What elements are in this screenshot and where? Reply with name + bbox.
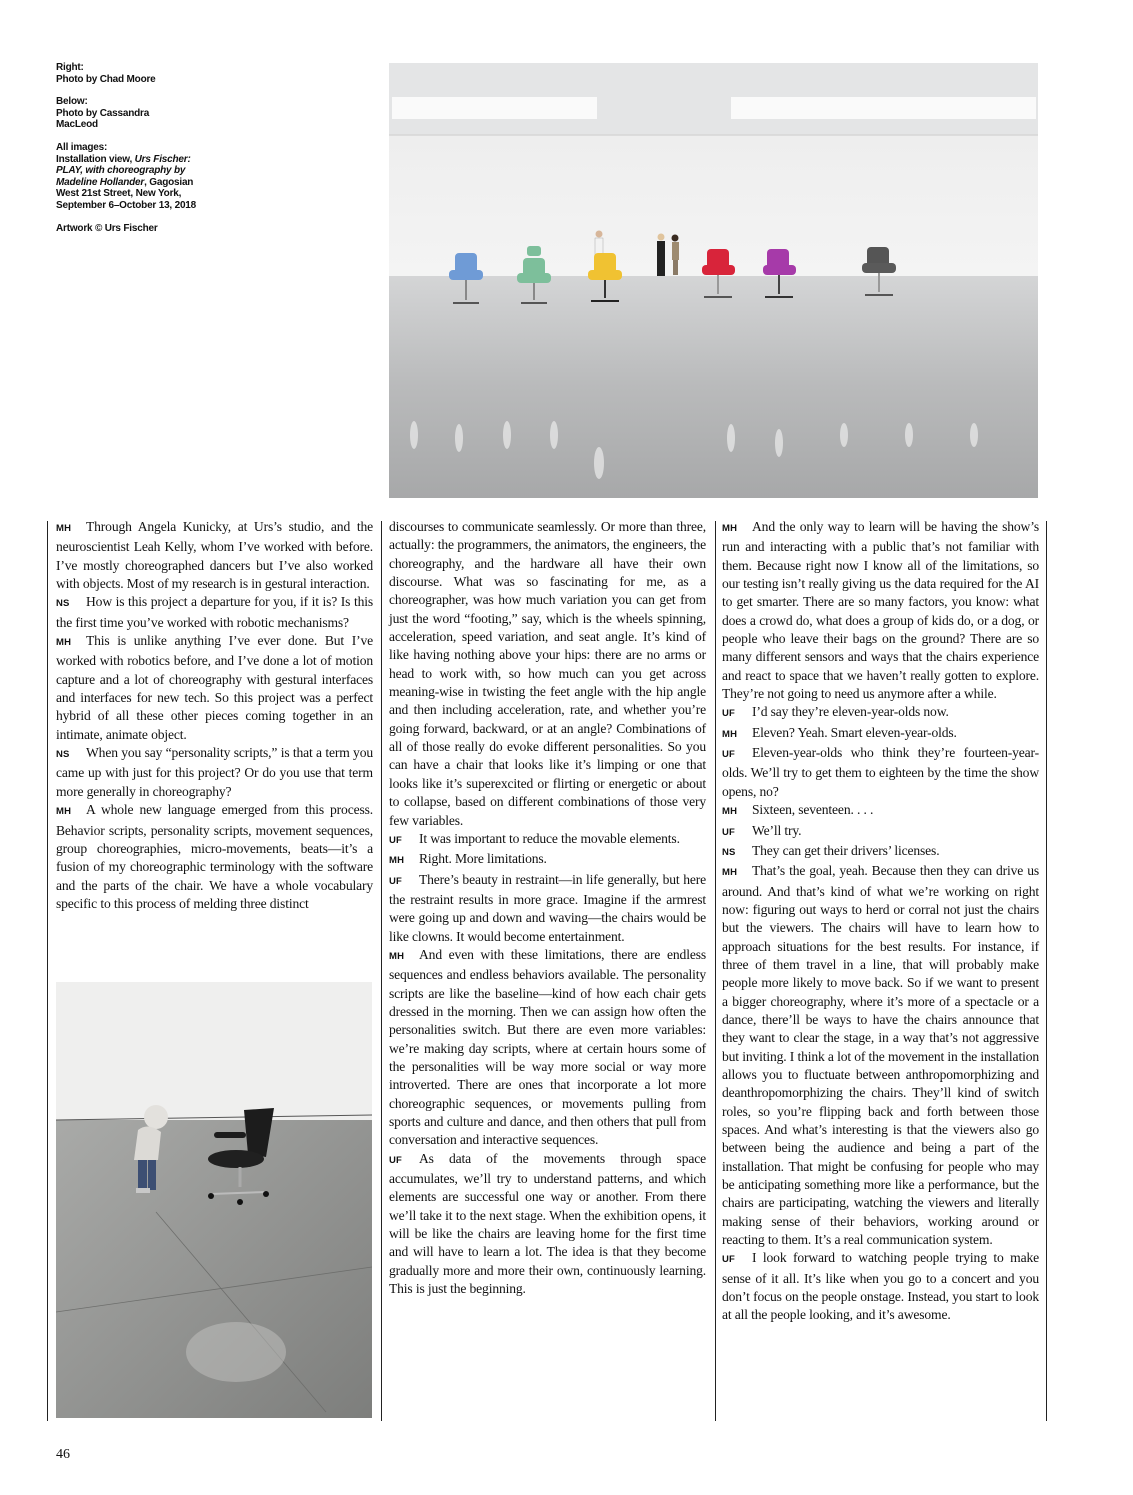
speaker-label: UF — [722, 708, 736, 720]
interview-paragraph: MH A whole new language emerged from this process. Behavior scripts, personality scripts, movement sequences, group choreographies, micro-movements, beats—it’s a fusion of my choreographic terminology with the software and the parts of the chair. We have a whole vocabulary specific to this process of melding three distinct — [56, 802, 373, 911]
caption-all-label: All images: — [56, 141, 108, 153]
interview-paragraph: MH And the only way to learn will be having the show’s run and interacting with a public that’s not familiar with them. Because right now I know all of the limitations, so our testing isn’t really giving us the data required for the AI to get smarter. There are so many factors, you know: what does a crowd do, what does a group of kids do, or a dog, or people who leave their bags on the ground? There are so many different sensors and ways that the chairs experience and react to space that we haven’t really gotten to explore. They’re not going to need us anymore after a while. — [722, 519, 1039, 702]
caption-artwork-credit: Artwork © Urs Fischer — [56, 222, 158, 234]
caption-all-prefix: Installation view, — [56, 153, 135, 165]
speaker-label: NS — [56, 598, 70, 610]
interview-paragraph: MH Through Angela Kunicky, at Urs’s studio, and the neuroscientist Leah Kelly, whom I’ve worked with before. I’ve mostly choreographed dancers but I’ve also worked with objects. Most of my research is in gestural interaction. — [56, 519, 373, 592]
speaker-label: UF — [389, 875, 403, 887]
speaker-label: MH — [56, 523, 72, 534]
caption-all-suffix: , Gagosian West 21st Street, New York, September 6–October 13, 2018 — [56, 176, 197, 211]
speaker-label: NS — [722, 846, 736, 858]
caption-right-label: Right: — [56, 62, 84, 73]
speaker-label: UF — [389, 1154, 403, 1166]
column-rule-right — [1046, 521, 1047, 1421]
column-rule-2 — [715, 521, 716, 1421]
gallery-chairs-photo — [389, 63, 1038, 498]
speaker-label: MH — [722, 523, 738, 534]
child-chair-photo — [56, 982, 372, 1418]
page-number: 46 — [56, 1447, 70, 1462]
interview-paragraph: MH Sixteen, seventeen. . . . — [722, 801, 1039, 821]
speaker-label: MH — [56, 806, 72, 818]
interview-paragraph: MH That’s the goal, yeah. Because then they can drive us around. And that’s kind of what we’re working on right now: figuring out ways to herd or corral not just the chairs but the viewers. The chairs will have to learn how to approach situations for the best results. For instance, if three of them travel in a line, that will probably make people more likely to move back. So if we want to present a bigger choreography, where it’s more of a spectacle or a dance, there’ll be ways to have the chairs announce that they want to clear the stage, in a way that’s not aggressive but inviting. I think a lot of the movement in the installation allows you to fluctuate between anthropomorphizing and deanthropomorphizing the chairs. They’ll kind of switch roles, so you’re flipping back and forth between those spaces. And what’s interesting is that the viewers also go between being the audience and being a part of the installation. That might be confusing for people who may be anticipating something more like a performance, but the chairs are participating, watching the viewers and literally making sense of their behaviors, working around or reacting to them. It’s a real communication system. — [722, 863, 1039, 1248]
interview-paragraph: UF As data of the movements through space accumulates, we’ll try to understand patterns, and which elements are successful one way or another. From there we’ll take it to the next stage. When the exhibition opens, it will be like the chairs are leaving home for the first time and will have to learn a lot. The idea is that they become gradually more and more their own, continuously learning. This is just the beginning. — [389, 1150, 706, 1297]
speaker-label: MH — [722, 867, 738, 879]
interview-paragraph: NS They can get their drivers’ licenses. — [722, 842, 1039, 862]
speaker-label: UF — [389, 834, 403, 846]
interview-paragraph: MH And even with these limitations, there are endless sequences and endless behaviors available. The personality scripts are like the baseline—kind of how each chair gets dressed in the morning. Then we can assign how often the personalities switch. But there are even more variables: we’re making day scripts, where at certain hours some of the personalities will be way more social or way more introverted. There are ones that incorporate a lot more choreographic sequences, or movements pulling from sports and culture and dance, and then others that pull from conversation and interactive sequences. — [389, 946, 706, 1148]
photo-credits — [56, 62, 231, 245]
speaker-label: MH — [722, 728, 738, 740]
interview-paragraph: UF I look forward to watching people trying to make sense of it all. It’s like when you go to a concert and you don’t focus on the people onstage. Instead, you start to look at all the people looking, and it’s awesome. — [722, 1250, 1039, 1323]
interview-paragraph: MH Right. More limitations. — [389, 850, 706, 870]
interview-paragraph: discourses to communicate seamlessly. Or more than three, actually: the programmers, the animators, the engineers, the choreography, and the hardware all have their own discourse. What was so fascinating for me, as a choreographer, was how much variation you can get from just the word “footing,” say, which is the wheels spinning, acceleration, speed variation, and seat angle. It’s kind of like having nothing above your hips: there are no arms or head to work with, so how much can you get across meaning-wise in twisting the feet angle with the hip angle and then including acceleration, rate, and whether you’re going forward, backward, or at an angle? Combinations of all of those really do evoke different personalities. So you can have a chair that looks like it’s limping or one that looks like it’s superexcited or flirting or energetic or about to collapse, based on different combinations of those very few variables. — [389, 519, 706, 828]
text-column-2 — [389, 518, 706, 1298]
column-rule-left — [47, 521, 48, 1421]
interview-paragraph: NS How is this project a departure for you, if it is? Is this the first time you’ve worked with robotic mechanisms? — [56, 594, 373, 630]
speaker-label: UF — [722, 826, 736, 838]
caption-exhibition-title: Urs Fischer: PLAY, with choreography by Madeline Hollander — [56, 153, 191, 188]
interview-paragraph: UF I’d say they’re eleven-year-olds now. — [722, 703, 1039, 723]
speaker-label: MH — [389, 950, 405, 962]
column-rule-1 — [381, 521, 382, 1421]
caption-right-credit: Photo by Chad Moore — [56, 73, 156, 85]
speaker-label: MH — [722, 806, 738, 818]
interview-paragraph: MH Eleven? Yeah. Smart eleven-year-olds. — [722, 724, 1039, 744]
interview-paragraph: UF We’ll try. — [722, 822, 1039, 842]
speaker-label: UF — [722, 1254, 736, 1266]
text-column-3 — [722, 518, 1039, 1325]
caption-below-label: Below: — [56, 96, 88, 108]
caption-below-credit: Photo by Cassandra MacLeod — [56, 107, 150, 131]
text-column-1 — [56, 518, 373, 913]
interview-paragraph: UF There’s beauty in restraint—in life generally, but here the restraint results in more grace. Imagine if the armrest were going up and down and waving—the chairs would be like clowns. It would become entertainment. — [389, 871, 706, 944]
speaker-label: MH — [56, 637, 72, 649]
interview-paragraph: UF It was important to reduce the movable elements. — [389, 830, 706, 850]
interview-paragraph: MH This is unlike anything I’ve ever done. But I’ve worked with robotics before, and I’ve done a lot of motion capture and a lot of choreography with gestural interfaces and interfaces for new tech. So this project was a perfect hybrid of all these other pieces coming together in an intimate, animate object. — [56, 633, 373, 742]
speaker-label: UF — [722, 749, 736, 761]
interview-paragraph: NS When you say “personality scripts,” is that a term you came up with just for this project? Or do you use that term more generally in choreography? — [56, 745, 373, 799]
speaker-label: MH — [389, 855, 405, 867]
interview-paragraph: UF Eleven-year-olds who think they’re fourteen-year-olds. We’ll try to get them to eighteen by the time the show opens, no? — [722, 745, 1039, 799]
speaker-label: NS — [56, 749, 70, 761]
